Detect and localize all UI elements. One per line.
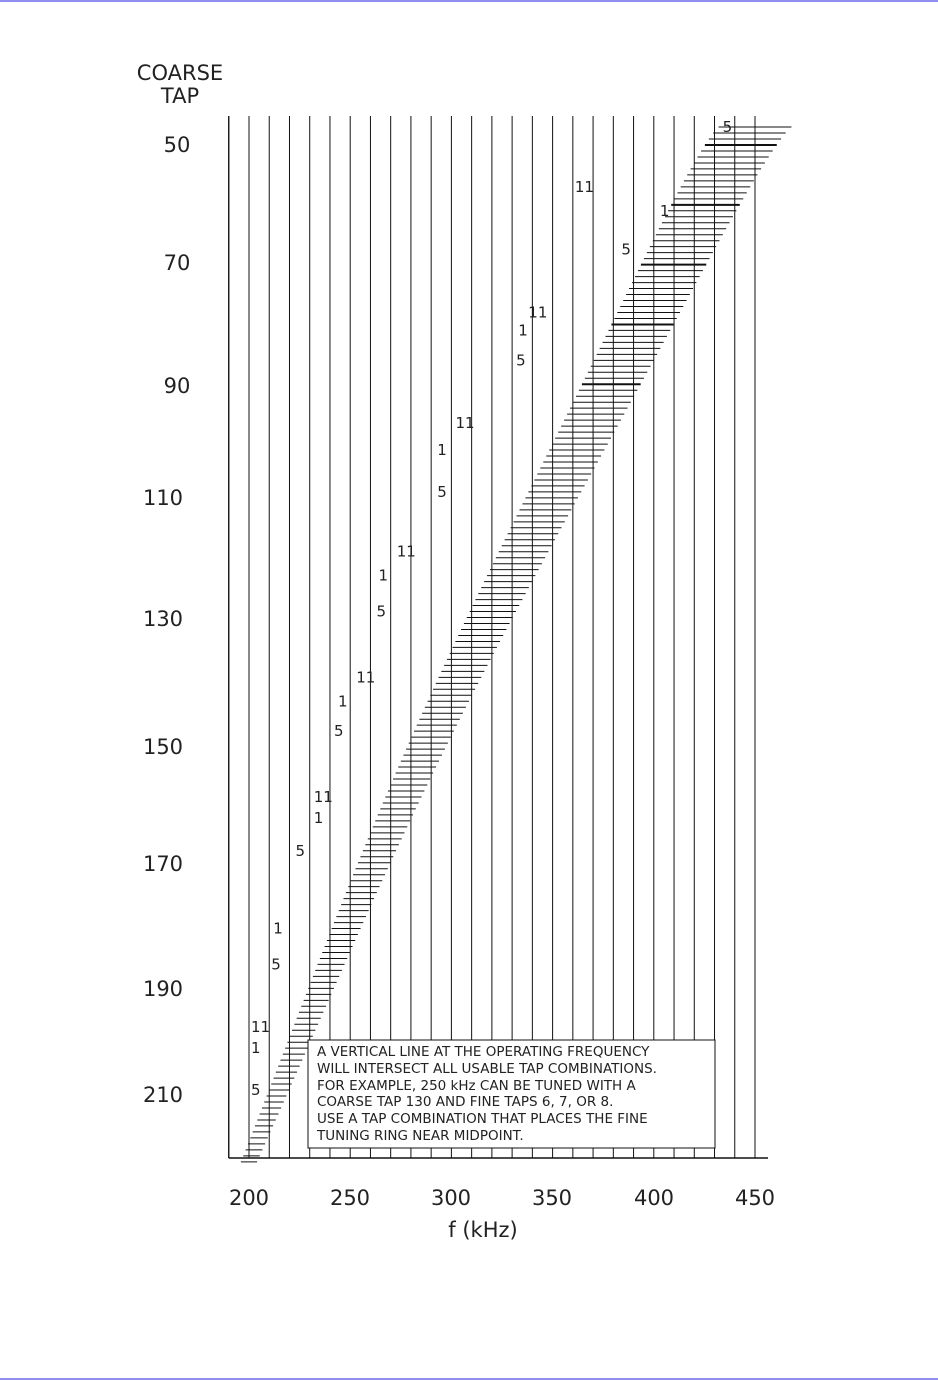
- note-line: COARSE TAP 130 AND FINE TAPS 6, 7, OR 8.: [317, 1094, 614, 1110]
- fine-tap-label: 1: [437, 441, 447, 460]
- y-axis-title-line-2: TAP: [160, 84, 200, 108]
- note-line: A VERTICAL LINE AT THE OPERATING FREQUENCY: [317, 1044, 650, 1060]
- fine-tap-label: 11: [574, 177, 594, 196]
- y-tick-label: 50: [163, 133, 191, 157]
- note-line: USE A TAP COMBINATION THAT PLACES THE FINE: [317, 1111, 648, 1127]
- fine-tap-label: 11: [313, 787, 333, 806]
- fine-tap-label: 11: [528, 303, 548, 322]
- fine-tap-label: 11: [356, 668, 376, 687]
- fine-tap-label: 5: [516, 351, 526, 370]
- fine-tap-label: 1: [273, 919, 283, 938]
- note-line: FOR EXAMPLE, 250 kHz CAN BE TUNED WITH A: [317, 1078, 636, 1094]
- fine-tap-label: 1: [378, 566, 389, 585]
- note-line: WILL INTERSECT ALL USABLE TAP COMBINATIONS.: [317, 1061, 657, 1077]
- x-tick-label: 450: [734, 1186, 776, 1210]
- x-tick-label: 250: [329, 1186, 371, 1210]
- fine-tap-label: 5: [621, 240, 631, 259]
- y-tick-label: 170: [142, 852, 184, 876]
- fine-tap-label: 1: [518, 321, 528, 340]
- fine-tap-label: 5: [722, 118, 733, 137]
- y-tick-label: 70: [163, 251, 191, 275]
- fine-tap-label: 11: [396, 542, 416, 561]
- fine-tap-label: 1: [251, 1039, 261, 1058]
- y-tick-label: 90: [163, 374, 191, 398]
- fine-tap-label: 5: [437, 482, 447, 501]
- x-tick-label: 200: [228, 1186, 270, 1210]
- fine-tap-label: 1: [659, 201, 670, 220]
- fine-tap-label: 5: [271, 955, 281, 974]
- grid-layer: [229, 116, 768, 1158]
- fine-tap-label: 5: [251, 1081, 261, 1100]
- fine-tap-label: 5: [295, 841, 306, 860]
- note-box: [308, 1040, 715, 1148]
- y-tick-label: 130: [142, 607, 184, 631]
- y-tick-label: 110: [142, 486, 184, 510]
- fine-tap-label: 11: [455, 414, 475, 433]
- x-tick-label: 350: [531, 1186, 573, 1210]
- y-tick-label: 190: [142, 977, 184, 1001]
- x-tick-label: 400: [633, 1186, 675, 1210]
- fine-tap-label: 11: [251, 1018, 271, 1037]
- note-line: TUNING RING NEAR MIDPOINT.: [317, 1128, 524, 1144]
- x-axis-title: f (kHz): [448, 1218, 518, 1242]
- fine-tap-label: 5: [376, 602, 387, 621]
- x-tick-label: 300: [430, 1186, 472, 1210]
- y-tick-label: 150: [142, 735, 184, 759]
- fine-tap-label: 1: [338, 692, 348, 711]
- fine-tap-label: 1: [313, 808, 324, 827]
- tap-bars-layer: [241, 127, 792, 1162]
- y-tick-label: 210: [142, 1083, 184, 1107]
- fine-tap-label: 5: [334, 722, 344, 741]
- y-axis-title-line-1: COARSE: [136, 61, 224, 85]
